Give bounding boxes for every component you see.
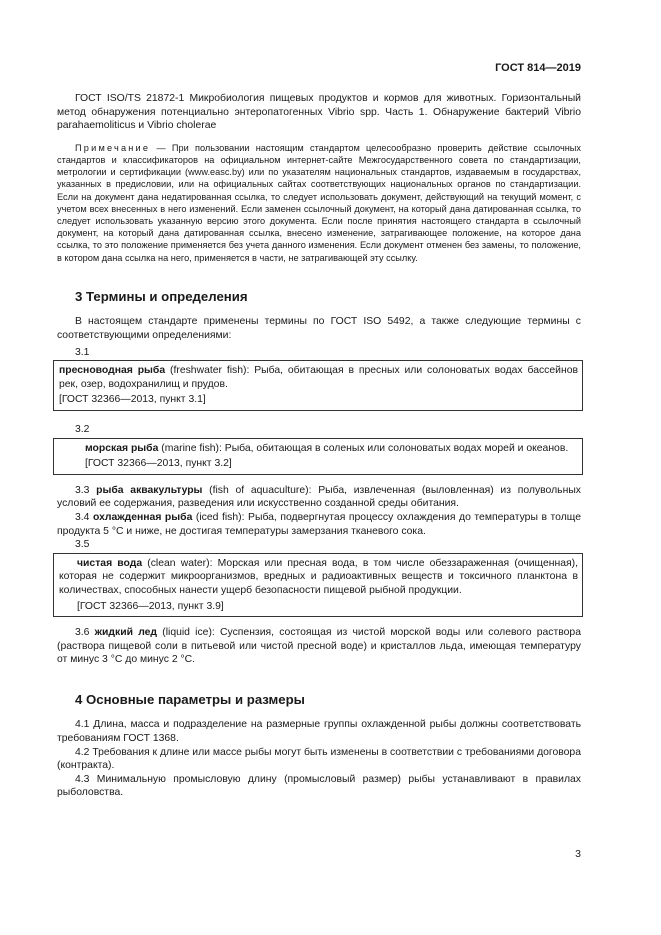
term-3-1-text: (freshwater fish): Рыба, обитающая в пресных или солоноватых водах бассейнов рек, озер, водохранилищ и прудов. [59, 365, 578, 390]
term-3-6-paragraph [57, 626, 581, 667]
para-4-2: 4.2 Требования к длине или массе рыбы могут быть изменены в соответствии с требованиями договора (контракта). [57, 746, 581, 772]
para-4-1: 4.1 Длина, масса и подразделение на размерные группы охлажденной рыбы должны соответствовать требованиям ГОСТ 1368. [57, 719, 581, 745]
term-3-5-definition [59, 557, 578, 598]
term-3-1-box [53, 360, 583, 411]
term-3-5-box [53, 553, 583, 617]
term-3-6-number: 3.6 [75, 627, 95, 639]
note-text: — При пользовании настоящим стандартом целесообразно проверить действие ссылочных стандартов и классификаторов на официальном интернет-сайте Межгосударственного совета по стандартизации, метрологии и сертификации (www.easc.by) или по указателям национальных стандартов, издаваемым в государствах, указанных в предисловии, или на официальных сайтах соответствующих национальных органов по стандартизации. Если на документ дана недатированная ссылка, то следует использовать документ, действующий на текущий момент, с учетом всех внесенных в него изменений. Если заменен ссылочный документ, на который дана датированная ссылка, то следует использовать указанную версию этого документа. Если после принятия настоящего стандарта в ссылочный документ, на который дана датированная ссылка, внесено изменение, затрагивающее положение, на которое дана ссылка, то это положение применяется без учета данного изменения. Если документ отменен без замены, то положение, в котором дана ссылка на него, применяется в части, не затрагивающей эту ссылку. [57, 142, 581, 263]
section-4-title: 4 Основные параметры и размеры [75, 691, 305, 707]
term-3-3-paragraph [57, 484, 581, 511]
term-3-4-number: 3.4 [75, 511, 93, 523]
term-3-6-term: жидкий лед [94, 627, 158, 639]
term-3-5-number: 3.5 [75, 539, 90, 551]
term-3-2-term: морская рыба [85, 442, 159, 454]
term-3-2-text: (marine fish): Рыба, обитающая в соленых или солоноватых водах морей и океанов. [158, 442, 569, 454]
term-3-1-number: 3.1 [75, 346, 90, 358]
para-4-3: 4.3 Минимальную промысловую длину (промысловый размер) рыбы устанавливают в правилах рыболовства. [57, 773, 581, 799]
note-label: Примечание [75, 142, 151, 153]
section-3-intro: В настоящем стандарте применены термины по ГОСТ ISO 5492, а также следующие термины с соответствующими определениями: [57, 316, 581, 341]
term-3-4-term: охлажденная рыба [93, 511, 193, 523]
term-3-2-source: [ГОСТ 32366—2013, пункт 3.2] [85, 458, 232, 470]
document-id: ГОСТ 814—2019 [495, 62, 581, 74]
term-3-4-paragraph [57, 511, 581, 538]
term-3-5-term: чистая вода [77, 557, 143, 569]
page-number: 3 [575, 848, 581, 860]
term-3-5-text: (clean water): Морская или пресная вода, в том числе обеззараженная (очищенная), которая не содержит микроорганизмов, вредных и радиоактивных веществ и токсичного планктона в количествах, способных нанести ущерб безопасности пищевой рыбной продукции. [59, 557, 578, 596]
term-3-2-number: 3.2 [75, 423, 90, 435]
term-3-3-number: 3.3 [75, 484, 97, 496]
term-3-1-term: пресноводная рыба [59, 365, 166, 377]
reference-paragraph: ГОСТ ISO/TS 21872-1 Микробиология пищевых продуктов и кормов для животных. Горизонтальный метод обнаружения потенциально энтеропатогенных Vibrio spp. Часть 1. Обнаружение бактерий Vibrio parahaemoliticus и Vibrio cholerae [57, 93, 581, 132]
term-3-5-source: [ГОСТ 32366—2013, пункт 3.9] [77, 600, 224, 612]
term-3-4-text: (iced fish): Рыба, подвергнутая процессу охлаждения до температуры в толще продукта 5 °С и ниже, не достигая температуры замерзания тканевого сока. [57, 511, 582, 537]
term-3-6-text: (liquid ice): Суспензия, состоящая из чистой морской воды или солевого раствора (раствора пищевой соли в питьевой или чистой пресной воде) и кристаллов льда, имеющая температуру от минус 3 °С до минус 2 °С. [57, 627, 581, 666]
section-3-title: 3 Термины и определения [75, 288, 248, 304]
term-3-2-definition [59, 442, 578, 456]
term-3-3-term: рыба аквакультуры [96, 484, 203, 496]
term-3-1-definition [59, 364, 578, 391]
term-3-1-source: [ГОСТ 32366—2013, пункт 3.1] [59, 394, 206, 406]
term-3-3-text: (fish of aquaculture): Рыба, извлеченная (выловленная) из полувольных условий ее содержания, разведения или искусственно созданной среды обитания. [57, 484, 581, 510]
note-paragraph [57, 142, 581, 264]
term-3-2-box [53, 438, 583, 475]
page-content [57, 92, 581, 800]
